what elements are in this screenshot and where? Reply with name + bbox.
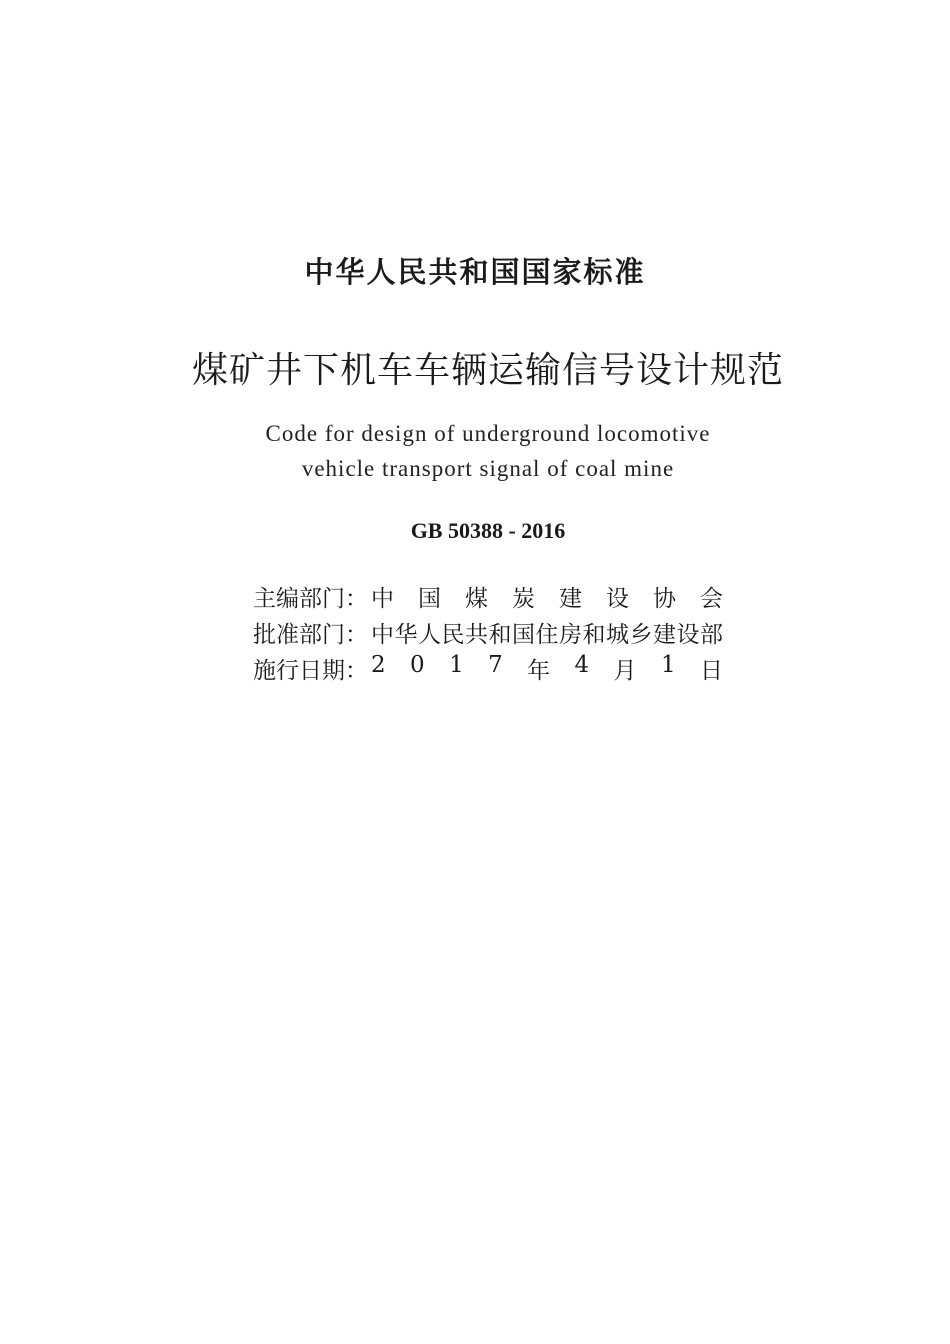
value-character: 乡	[629, 621, 653, 648]
value-character: 4	[574, 651, 590, 678]
value-character: 城	[606, 621, 629, 648]
value-character: 设	[676, 621, 700, 648]
value-character: 国	[418, 585, 441, 612]
value-character: 月	[613, 657, 637, 684]
value-character: 日	[699, 657, 723, 684]
standard-code: GB 50388 - 2016	[410, 518, 566, 543]
value-character: 华	[394, 621, 418, 648]
value-character: 设	[606, 585, 629, 612]
approver-label: 批准部门：	[253, 621, 368, 648]
value-character: 中	[371, 621, 394, 648]
document-title-chinese: 煤矿井下机车车辆运输信号设计规范	[191, 350, 784, 391]
value-character: 和	[582, 621, 606, 648]
effective-date-label: 施行日期：	[253, 657, 368, 684]
effective-date-row	[253, 650, 723, 686]
value-character: 房	[559, 621, 582, 648]
value-character: 1	[660, 651, 676, 678]
value-character: 民	[441, 621, 465, 648]
value-character: 0	[410, 651, 425, 678]
value-character: 住	[535, 621, 559, 648]
value-character: 协	[653, 585, 676, 612]
value-character: 炭	[512, 585, 535, 612]
approver-row	[253, 614, 723, 650]
standard-type-heading: 中华人民共和国国家标准	[304, 255, 646, 289]
value-character: 建	[559, 585, 582, 612]
effective-date-value	[371, 652, 723, 685]
value-character: 1	[449, 651, 464, 678]
value-character: 中	[371, 585, 394, 612]
value-character: 部	[700, 621, 723, 648]
approver-value	[371, 616, 723, 649]
value-character: 国	[512, 621, 535, 648]
value-character: 会	[700, 585, 723, 612]
document-title-english-line2: vehicle transport signal of coal mine	[301, 456, 675, 481]
value-character: 建	[653, 621, 676, 648]
editor-row	[253, 578, 723, 614]
editor-value	[371, 580, 723, 613]
value-character: 和	[488, 621, 512, 648]
value-character: 7	[488, 651, 503, 678]
value-character: 2	[371, 651, 386, 678]
value-character: 年	[527, 657, 551, 684]
document-title-english-line1: Code for design of underground locomotive	[265, 421, 711, 446]
editor-label: 主编部门：	[253, 585, 368, 612]
value-character: 人	[418, 621, 441, 648]
value-character: 共	[465, 621, 488, 648]
value-character: 煤	[465, 585, 488, 612]
publication-info	[253, 578, 723, 686]
